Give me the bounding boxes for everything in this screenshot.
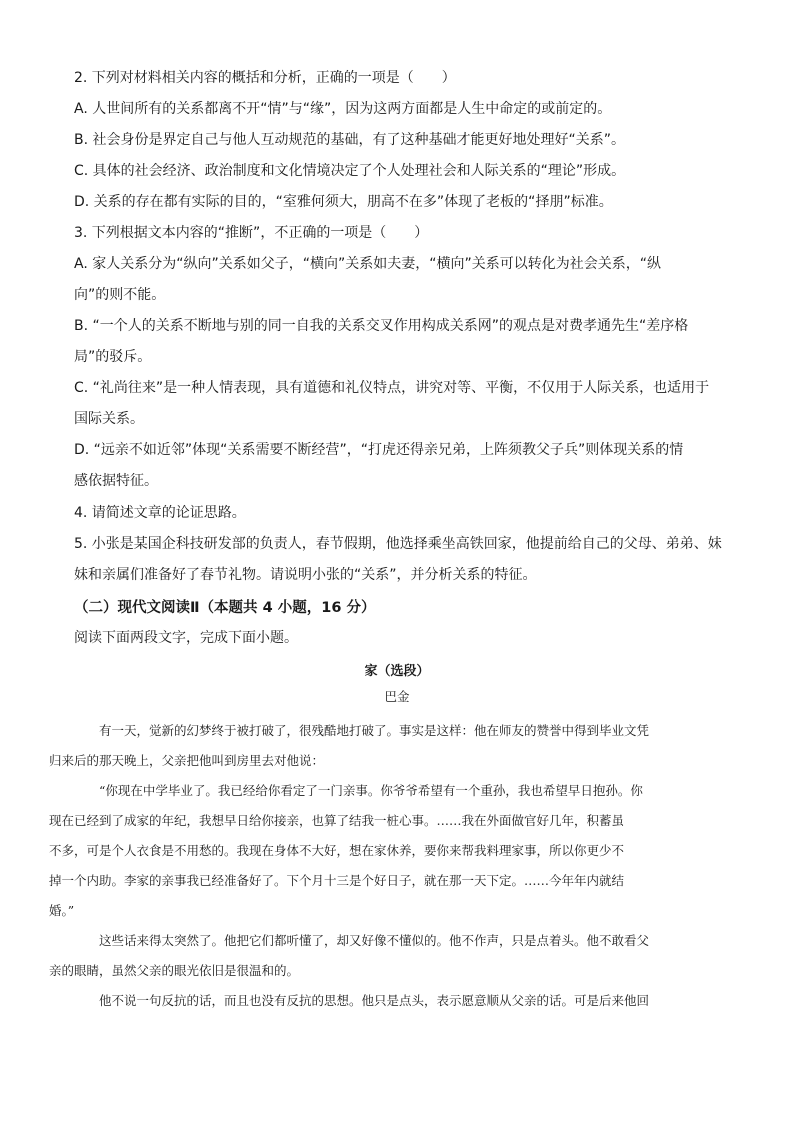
passage-paragraph-4	[74, 986, 722, 1016]
passage-paragraph-1	[49, 716, 722, 776]
question-2-option-b: B. 社会身份是界定自己与他人互动规范的基础，有了这种基础才能更好地处理好“关系”。	[74, 132, 626, 148]
question-4-5	[74, 498, 724, 591]
question-2-option-c: C. 具体的社会经济、政治制度和文化情境决定了个人处理社会和人际关系的“理论”形成。	[74, 163, 626, 179]
question-5-line1: 5. 小张是某国企科技研发部的负责人，春节假期，他选择乘坐高铁回家，他提前给自己的父母、弟弟、妹	[74, 536, 722, 552]
passage-line: “你现在中学毕业了。我已经给你看定了一门亲事。你爷爷希望有一个重孙，我也希望早日抱孙。你	[99, 783, 643, 798]
question-3-option-a-line1: A. 家人关系分为“纵向”关系如父子，“横向”关系如夫妻，“横向”关系可以转化为社会关系，“纵	[74, 256, 661, 272]
passage-line: 这些话来得太突然了。他把它们都听懂了，却又好像不懂似的。他不作声，只是点着头。他不敢看父	[99, 933, 650, 948]
passage-line: 掉一个内助。李家的亲事我已经准备好了。下个月十三是个好日子，就在那一天下定。……今年年内就结	[49, 873, 625, 888]
question-2-option-a: A. 人世间所有的关系都离不开“情”与“缘”，因为这两方面都是人生中命定的或前定的。	[74, 101, 612, 117]
passage-line: 不多，可是个人衣食是不用愁的。我现在身体不大好，想在家休养，要你来帮我料理家事，所以你更少不	[49, 843, 625, 858]
question-2-option-d: D. 关系的存在都有实际的目的，“室雅何须大，朋高不在多”体现了老板的“择朋”标准。	[74, 194, 613, 210]
question-3-option-c-line1: C. “礼尚往来”是一种人情表现，具有道德和礼仪特点，讲究对等、平衡，不仅用于人际关系，也适用于	[74, 380, 710, 396]
question-3-stem: 3. 下列根据文本内容的“推断”，不正确的一项是（ ）	[74, 225, 429, 241]
question-3-option-c-line2: 国际关系。	[74, 411, 144, 427]
question-3-option-a-line2: 向”的则不能。	[74, 287, 166, 303]
passage-line: 婚。”	[49, 903, 75, 918]
passage-title: 家（选段）	[364, 664, 430, 679]
passage-paragraph-3	[49, 926, 722, 986]
question-5-line2: 妹和亲属们准备好了春节礼物。请说明小张的“关系”，并分析关系的特征。	[74, 567, 537, 583]
passage-paragraph-2	[49, 776, 722, 926]
passage-line: 他不说一句反抗的话，而且也没有反抗的思想。他只是点头，表示愿意顺从父亲的话。可是后来他回	[99, 993, 650, 1008]
question-2-stem: 2. 下列对材料相关内容的概括和分析，正确的一项是（ ）	[74, 70, 456, 86]
passage-line: 现在已经到了成家的年纪，我想早日给你接亲，也算了结我一桩心事。……我在外面做官好几年，积蓄虽	[49, 813, 625, 828]
question-3-option-d-line2: 感依据特征。	[74, 473, 158, 489]
passage-line: 有一天，觉新的幻梦终于被打破了，很残酷地打破了。事实是这样：他在师友的赞誉中得到毕业文凭	[99, 723, 650, 738]
question-3-option-b-line2: 局”的驳斥。	[74, 349, 152, 365]
question-3-option-b-line1: B. “一个人的关系不断地与别的同一自我的关系交叉作用构成关系网”的观点是对费孝通先生“差序格	[74, 318, 689, 334]
question-4: 4. 请简述文章的论证思路。	[74, 505, 246, 521]
section-intro: 阅读下面两段文字，完成下面小题。	[74, 630, 298, 646]
passage-line: 亲的眼睛，虽然父亲的眼光依旧是很温和的。	[49, 963, 300, 978]
passage-line: 归来后的那天晚上，父亲把他叫到房里去对他说：	[49, 753, 325, 768]
passage-body	[49, 716, 722, 1016]
question-3-option-d-line1: D. “远亲不如近邻”体现“关系需要不断经营”，“打虎还得亲兄弟，上阵须教父子兵”则体现关系的情	[74, 442, 684, 458]
passage-author: 巴金	[384, 689, 410, 704]
question-2	[74, 63, 724, 218]
question-3	[74, 218, 724, 497]
section-heading: （二）现代文阅读Ⅱ（本题共 4 小题，16 分）	[74, 600, 376, 616]
